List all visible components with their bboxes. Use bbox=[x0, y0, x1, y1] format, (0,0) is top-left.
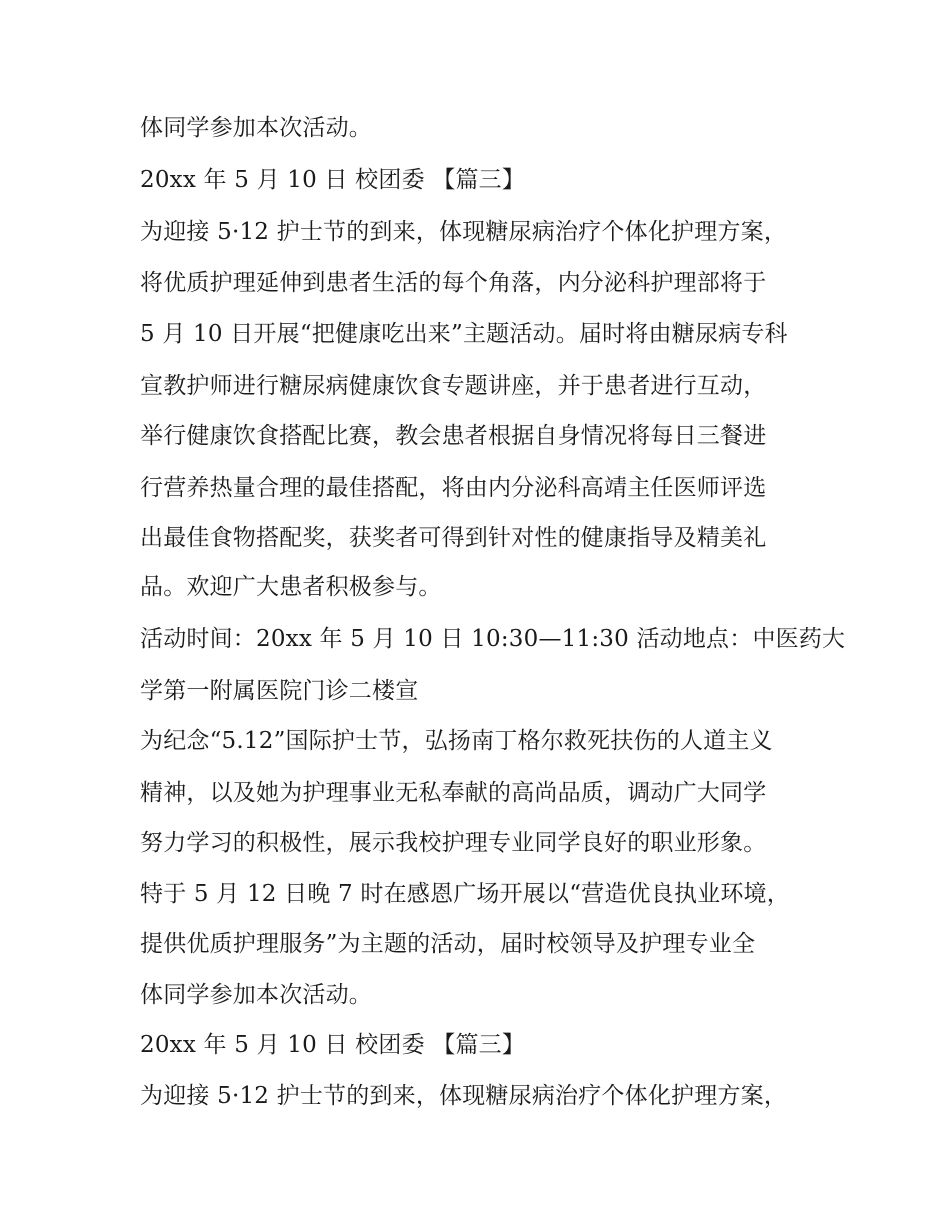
text-line-2: 20xx 年 5 月 10 日 校团委 【篇三】 bbox=[140, 167, 526, 193]
text-line-11: 活动时间：20xx 年 5 月 10 日 10:30—11:30 活动地点：中医药大 bbox=[140, 626, 846, 652]
text-line-16: 特于 5 月 12 日晚 7 时在感恩广场开展以“营造优良执业环境， bbox=[140, 881, 790, 907]
text-line-12: 学第一附属医院门诊二楼宣 bbox=[140, 678, 419, 704]
text-line-10: 品。欢迎广大患者积极参与。 bbox=[140, 574, 442, 600]
text-line-9: 出最佳食物搭配奖，获奖者可得到针对性的健康指导及精美礼 bbox=[140, 525, 767, 551]
text-line-18: 体同学参加本次活动。 bbox=[140, 982, 372, 1008]
text-line-17: 提供优质护理服务”为主题的活动，届时校领导及护理专业全 bbox=[140, 931, 756, 957]
text-line-15: 努力学习的积极性，展示我校护理专业同学良好的职业形象。 bbox=[140, 830, 767, 856]
text-line-8: 行营养热量合理的最佳搭配，将由内分泌科高靖主任医师评选 bbox=[140, 475, 767, 501]
text-line-6: 宣教护师进行糖尿病健康饮食专题讲座，并于患者进行互动， bbox=[140, 373, 767, 399]
text-line-1: 体同学参加本次活动。 bbox=[140, 115, 372, 141]
text-line-7: 举行健康饮食搭配比赛，教会患者根据自身情况将每日三餐进 bbox=[140, 423, 767, 449]
text-line-13: 为纪念“5.12”国际护士节，弘扬南丁格尔救死扶伤的人道主义 bbox=[140, 728, 773, 754]
text-line-4: 将优质护理延伸到患者生活的每个角落，内分泌科护理部将于 bbox=[140, 270, 767, 296]
text-line-3: 为迎接 5·12 护士节的到来，体现糖尿病治疗个体化护理方案， bbox=[140, 219, 788, 245]
text-line-5: 5 月 10 日开展“把健康吃出来”主题活动。届时将由糖尿病专科 bbox=[140, 321, 788, 347]
text-line-19: 20xx 年 5 月 10 日 校团委 【篇三】 bbox=[140, 1032, 526, 1058]
text-line-20: 为迎接 5·12 护士节的到来，体现糖尿病治疗个体化护理方案， bbox=[140, 1083, 788, 1109]
text-line-14: 精神，以及她为护理事业无私奉献的高尚品质，调动广大同学 bbox=[140, 780, 767, 806]
